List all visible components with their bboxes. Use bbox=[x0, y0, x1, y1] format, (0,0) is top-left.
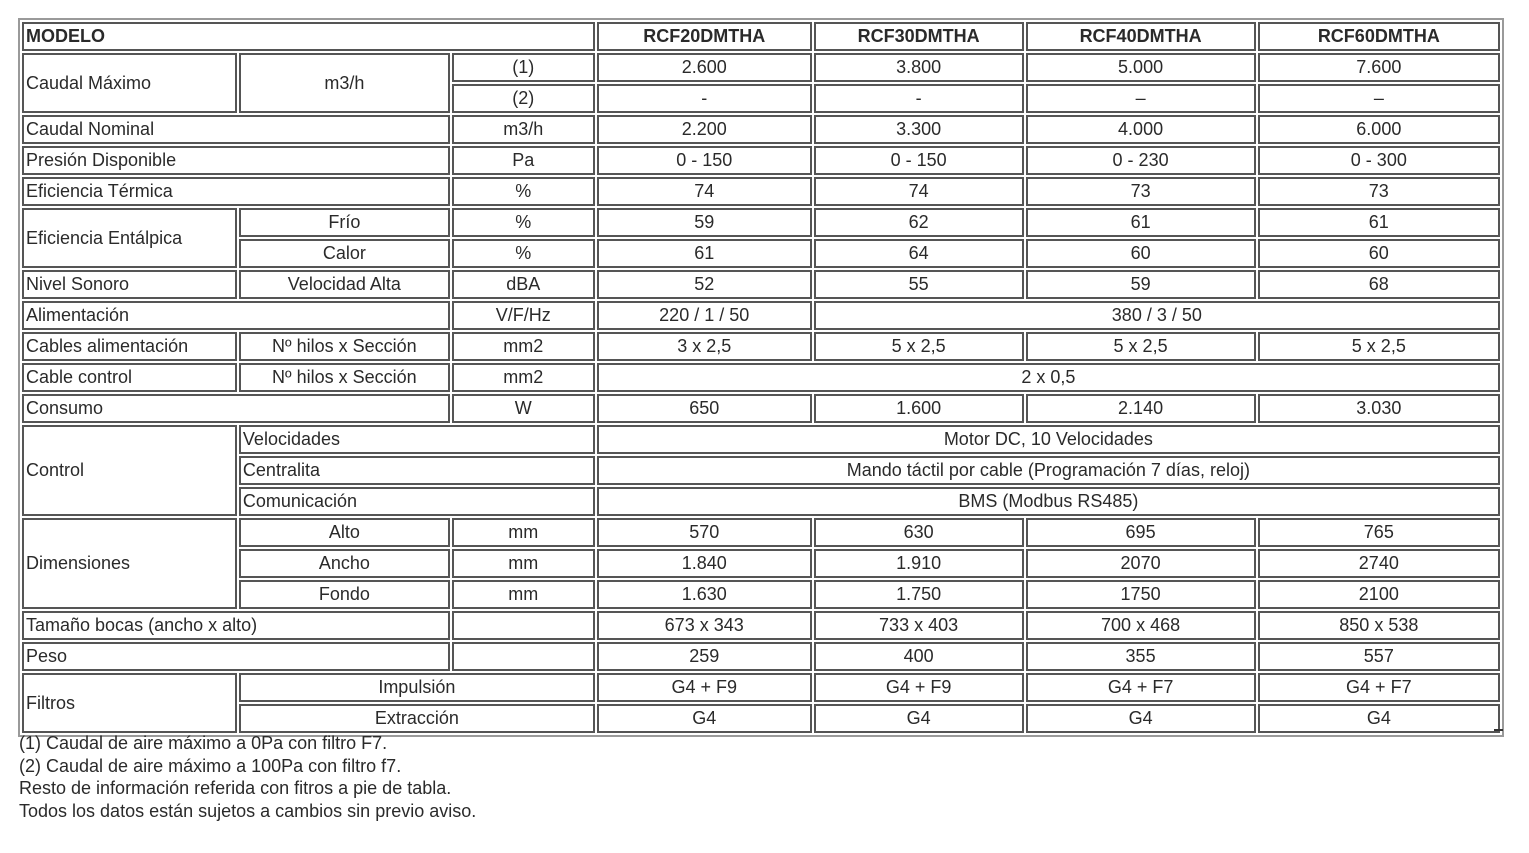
row-sub: Frío bbox=[239, 208, 450, 237]
value-cell: 52 bbox=[597, 270, 812, 299]
value-cell: G4 + F7 bbox=[1258, 673, 1500, 702]
value-cell: G4 bbox=[814, 704, 1024, 733]
row-label: Nivel Sonoro bbox=[22, 270, 237, 299]
row-sub: Alto bbox=[239, 518, 450, 547]
value-cell: – bbox=[1026, 84, 1256, 113]
value-cell: G4 bbox=[597, 704, 812, 733]
value-cell: 557 bbox=[1258, 642, 1500, 671]
table-row-dimensiones-fondo bbox=[22, 580, 1500, 609]
value-cell: 1.630 bbox=[597, 580, 812, 609]
value-cell: 630 bbox=[814, 518, 1024, 547]
row-sub: Calor bbox=[239, 239, 450, 268]
table-row-control-centralita bbox=[22, 456, 1500, 485]
value-cell: 5 x 2,5 bbox=[1026, 332, 1256, 361]
value-cell: 700 x 468 bbox=[1026, 611, 1256, 640]
value-cell-merged: 380 / 3 / 50 bbox=[814, 301, 1500, 330]
model-name: RCF60DMTHA bbox=[1258, 22, 1500, 51]
row-unit: mm bbox=[452, 549, 595, 578]
row-sub: Velocidad Alta bbox=[239, 270, 450, 299]
table-row-control-comunicacion bbox=[22, 487, 1500, 516]
value-cell: 570 bbox=[597, 518, 812, 547]
value-cell: 0 - 150 bbox=[597, 146, 812, 175]
value-cell: 1750 bbox=[1026, 580, 1256, 609]
row-sub: Comunicación bbox=[239, 487, 595, 516]
value-cell: G4 bbox=[1258, 704, 1500, 733]
row-unit: V/F/Hz bbox=[452, 301, 595, 330]
value-cell: 3.300 bbox=[814, 115, 1024, 144]
value-cell: 61 bbox=[597, 239, 812, 268]
value-cell-merged: BMS (Modbus RS485) bbox=[597, 487, 1500, 516]
row-sub: Fondo bbox=[239, 580, 450, 609]
row-unit: Pa bbox=[452, 146, 595, 175]
table-row-presion bbox=[22, 146, 1500, 175]
value-cell: 650 bbox=[597, 394, 812, 423]
row-label: Caudal Máximo bbox=[22, 53, 237, 113]
row-sub: Impulsión bbox=[239, 673, 595, 702]
row-unit: mm2 bbox=[452, 363, 595, 392]
table-row-dimensiones-ancho bbox=[22, 549, 1500, 578]
row-sub: Centralita bbox=[239, 456, 595, 485]
value-cell: 2070 bbox=[1026, 549, 1256, 578]
value-cell: G4 + F7 bbox=[1026, 673, 1256, 702]
row-unit: m3/h bbox=[452, 115, 595, 144]
value-cell: 73 bbox=[1026, 177, 1256, 206]
row-label: Tamaño bocas (ancho x alto) bbox=[22, 611, 450, 640]
value-cell: 765 bbox=[1258, 518, 1500, 547]
value-cell: 61 bbox=[1258, 208, 1500, 237]
value-cell: 0 - 230 bbox=[1026, 146, 1256, 175]
value-cell: 220 / 1 / 50 bbox=[597, 301, 812, 330]
row-sub: Nº hilos x Sección bbox=[239, 332, 450, 361]
table-row-cable-control bbox=[22, 363, 1500, 392]
value-cell: - bbox=[597, 84, 812, 113]
value-cell: 60 bbox=[1026, 239, 1256, 268]
value-cell: 1.750 bbox=[814, 580, 1024, 609]
table-row-tamano-bocas bbox=[22, 611, 1500, 640]
table-row-caudal-maximo-1 bbox=[22, 53, 1500, 82]
footnote-line: Todos los datos están sujetos a cambios sin previo aviso. bbox=[19, 800, 477, 821]
value-cell: 1.840 bbox=[597, 549, 812, 578]
table-row-eficiencia-entalpica-calor bbox=[22, 239, 1500, 268]
table-row-consumo bbox=[22, 394, 1500, 423]
value-cell-merged: 2 x 0,5 bbox=[597, 363, 1500, 392]
row-label: Dimensiones bbox=[22, 518, 237, 609]
footnote-line: (1) Caudal de aire máximo a 0Pa con filtro F7. bbox=[19, 733, 388, 753]
value-cell: 5 x 2,5 bbox=[814, 332, 1024, 361]
row-sub: Velocidades bbox=[239, 425, 595, 454]
row-label: Consumo bbox=[22, 394, 450, 423]
value-cell: 3 x 2,5 bbox=[597, 332, 812, 361]
value-cell: 673 x 343 bbox=[597, 611, 812, 640]
row-label: Alimentación bbox=[22, 301, 450, 330]
value-cell: - bbox=[814, 84, 1024, 113]
value-cell: 73 bbox=[1258, 177, 1500, 206]
table-row-alimentacion bbox=[22, 301, 1500, 330]
value-cell: 2.200 bbox=[597, 115, 812, 144]
table-row-filtros-extraccion bbox=[22, 704, 1500, 733]
row-label: Cables alimentación bbox=[22, 332, 237, 361]
value-cell: 3.030 bbox=[1258, 394, 1500, 423]
table-row-dimensiones-alto bbox=[22, 518, 1500, 547]
value-cell: 2740 bbox=[1258, 549, 1500, 578]
value-cell: 1.600 bbox=[814, 394, 1024, 423]
row-label: Cable control bbox=[22, 363, 237, 392]
value-cell: 259 bbox=[597, 642, 812, 671]
corner-mark bbox=[1494, 729, 1503, 731]
row-unit-empty bbox=[452, 642, 595, 671]
value-cell: 4.000 bbox=[1026, 115, 1256, 144]
value-cell-merged: Motor DC, 10 Velocidades bbox=[597, 425, 1500, 454]
value-cell: G4 + F9 bbox=[814, 673, 1024, 702]
value-cell: G4 + F9 bbox=[597, 673, 812, 702]
value-cell: 733 x 403 bbox=[814, 611, 1024, 640]
value-cell: 5 x 2,5 bbox=[1258, 332, 1500, 361]
row-unit: mm bbox=[452, 518, 595, 547]
row-sub: Extracción bbox=[239, 704, 595, 733]
model-name: RCF40DMTHA bbox=[1026, 22, 1256, 51]
row-sub: Ancho bbox=[239, 549, 450, 578]
value-cell: 59 bbox=[1026, 270, 1256, 299]
value-cell: 695 bbox=[1026, 518, 1256, 547]
value-cell: 62 bbox=[814, 208, 1024, 237]
table-row-eficiencia-termica bbox=[22, 177, 1500, 206]
value-cell: 1.910 bbox=[814, 549, 1024, 578]
value-cell-merged: Mando táctil por cable (Programación 7 días, reloj) bbox=[597, 456, 1500, 485]
value-cell: 74 bbox=[597, 177, 812, 206]
value-cell: 74 bbox=[814, 177, 1024, 206]
model-name: RCF20DMTHA bbox=[597, 22, 812, 51]
value-cell: 55 bbox=[814, 270, 1024, 299]
row-label: Caudal Nominal bbox=[22, 115, 450, 144]
value-cell: 2.600 bbox=[597, 53, 812, 82]
spec-table bbox=[18, 18, 1504, 737]
spec-table-container bbox=[18, 18, 1504, 730]
value-cell: 59 bbox=[597, 208, 812, 237]
value-cell: 64 bbox=[814, 239, 1024, 268]
table-row-peso bbox=[22, 642, 1500, 671]
row-unit: % bbox=[452, 208, 595, 237]
row-note: (2) bbox=[452, 84, 595, 113]
value-cell: 0 - 150 bbox=[814, 146, 1024, 175]
row-unit: dBA bbox=[452, 270, 595, 299]
table-row-header bbox=[22, 22, 1500, 51]
value-cell: 60 bbox=[1258, 239, 1500, 268]
row-unit: m3/h bbox=[239, 53, 450, 113]
row-label: Peso bbox=[22, 642, 450, 671]
row-unit: mm2 bbox=[452, 332, 595, 361]
table-row-filtros-impulsion bbox=[22, 673, 1500, 702]
row-unit: mm bbox=[452, 580, 595, 609]
value-cell: 850 x 538 bbox=[1258, 611, 1500, 640]
table-row-eficiencia-entalpica-frio bbox=[22, 208, 1500, 237]
row-label: Control bbox=[22, 425, 237, 516]
value-cell: 0 - 300 bbox=[1258, 146, 1500, 175]
value-cell: 7.600 bbox=[1258, 53, 1500, 82]
value-cell: 2100 bbox=[1258, 580, 1500, 609]
row-label: Eficiencia Térmica bbox=[22, 177, 450, 206]
row-label: Filtros bbox=[22, 673, 237, 733]
table-row-caudal-nominal bbox=[22, 115, 1500, 144]
value-cell: 5.000 bbox=[1026, 53, 1256, 82]
row-unit: % bbox=[452, 239, 595, 268]
row-label: Presión Disponible bbox=[22, 146, 450, 175]
value-cell: 68 bbox=[1258, 270, 1500, 299]
header-label: MODELO bbox=[22, 22, 595, 51]
value-cell: 2.140 bbox=[1026, 394, 1256, 423]
value-cell: – bbox=[1258, 84, 1500, 113]
table-row-cables-alimentacion bbox=[22, 332, 1500, 361]
value-cell: 6.000 bbox=[1258, 115, 1500, 144]
row-unit: % bbox=[452, 177, 595, 206]
footnote-line: (2) Caudal de aire máximo a 100Pa con filtro f7. bbox=[19, 755, 402, 776]
value-cell: G4 bbox=[1026, 704, 1256, 733]
table-row-nivel-sonoro bbox=[22, 270, 1500, 299]
row-unit-empty bbox=[452, 611, 595, 640]
value-cell: 355 bbox=[1026, 642, 1256, 671]
value-cell: 3.800 bbox=[814, 53, 1024, 82]
row-label: Eficiencia Entálpica bbox=[22, 208, 237, 268]
value-cell: 61 bbox=[1026, 208, 1256, 237]
table-row-control-velocidades bbox=[22, 425, 1500, 454]
row-unit: W bbox=[452, 394, 595, 423]
model-name: RCF30DMTHA bbox=[814, 22, 1024, 51]
footnote-line: Resto de información referida con fitros a pie de tabla. bbox=[19, 778, 452, 798]
footnotes bbox=[19, 732, 476, 822]
row-note: (1) bbox=[452, 53, 595, 82]
row-sub: Nº hilos x Sección bbox=[239, 363, 450, 392]
value-cell: 400 bbox=[814, 642, 1024, 671]
